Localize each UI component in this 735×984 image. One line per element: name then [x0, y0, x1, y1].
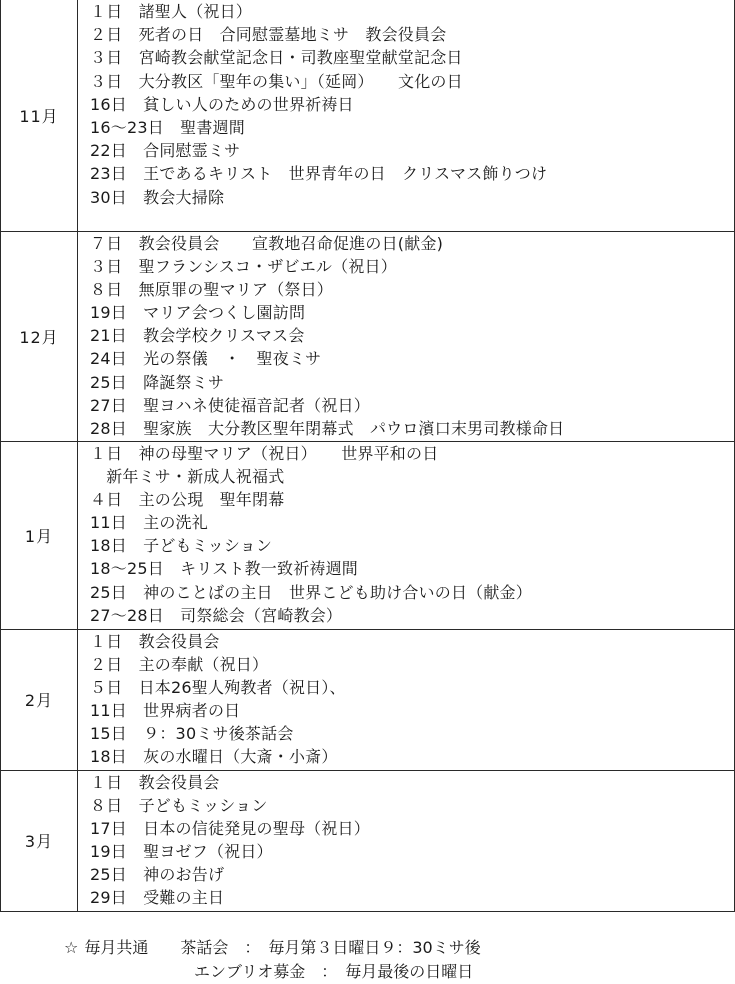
- event-item: ４日 主の公現 聖年閉幕: [90, 489, 285, 509]
- events-cell: [78, 629, 735, 770]
- events-cell: [78, 231, 735, 441]
- month-row-january: [1, 441, 735, 629]
- month-row-november: [1, 0, 735, 231]
- event-item: １日 神の母聖マリア（祝日） 世界平和の日: [90, 443, 439, 463]
- event-item: ８日 無原罪の聖マリア（祭日）: [90, 279, 334, 299]
- event-item: 27日 聖ヨハネ使徒福音記者（祝日）: [90, 395, 370, 415]
- event-item: 25日 神のお告げ: [90, 865, 225, 885]
- event-item: 新年ミサ・新成人祝福式: [90, 466, 285, 486]
- month-row-february: [1, 629, 735, 770]
- month-label: 2月: [1, 629, 78, 770]
- event-item: 11日 主の洗礼: [90, 513, 208, 533]
- event-item: 11日 世界病者の日: [90, 701, 241, 721]
- event-item: 28日 聖家族 大分教区聖年閉幕式 パウロ濱口末男司教様命日: [90, 419, 565, 438]
- event-item: ３日 宮崎教会献堂記念日・司教座聖堂献堂記念日: [90, 48, 463, 68]
- event-item: 18～25日 キリスト教一致祈祷週間: [90, 559, 358, 579]
- event-item: ３日 聖フランシスコ・ザビエル（祝日）: [90, 256, 397, 276]
- footer-line-1: [64, 936, 481, 960]
- event-item: ７日 教会役員会 宣教地召命促進の日(献金): [90, 233, 444, 253]
- event-item: 25日 神のことばの主日 世界こども助け合いの日（献金）: [90, 582, 532, 602]
- event-item: 29日 受難の主日: [90, 888, 225, 908]
- event-item: 23日 王であるキリスト 世界青年の日 クリスマス飾りつけ: [90, 164, 548, 184]
- footer-line-2: エンブリオ募金 ： 毎月最後の日曜日: [194, 962, 474, 981]
- event-item: ３日 大分教区「聖年の集い」（延岡） 文化の日: [90, 71, 463, 91]
- month-label: 3月: [1, 770, 78, 911]
- month-label: 1月: [1, 441, 78, 629]
- events-cell: [78, 441, 735, 629]
- event-item: 30日 教会大掃除: [90, 187, 225, 207]
- event-item: 15日 ９：30ミサ後茶話会: [90, 724, 294, 744]
- event-item: 19日 マリア会つくし園訪問: [90, 303, 306, 323]
- event-item: ２日 死者の日 合同慰霊墓地ミサ 教会役員会: [90, 25, 447, 45]
- event-item: 17日 日本の信徒発見の聖母（祝日）: [90, 818, 370, 838]
- event-item: １日 諸聖人（祝日）: [90, 2, 253, 21]
- events-cell: [78, 770, 735, 911]
- event-item: 18日 灰の水曜日（大斎・小斎）: [90, 747, 338, 767]
- event-item: ２日 主の奉献（祝日）: [90, 654, 269, 674]
- event-item: 19日 聖ヨゼフ（祝日）: [90, 842, 273, 862]
- event-item: 25日 降誕祭ミサ: [90, 372, 225, 392]
- event-item: 21日 教会学校クリスマス会: [90, 326, 305, 346]
- event-item: 16日 貧しい人のための世界祈祷日: [90, 94, 354, 114]
- event-item: 22日 合同慰霊ミサ: [90, 141, 241, 161]
- event-item: ５日 日本26聖人殉教者（祝日）、: [90, 677, 346, 697]
- event-item: １日 教会役員会: [90, 631, 220, 651]
- event-item: ８日 子どもミッション: [90, 795, 268, 815]
- month-row-december: [1, 231, 735, 441]
- footer-text-1: 毎月共通 茶話会 ： 毎月第３日曜日９：30ミサ後: [84, 938, 481, 957]
- monthly-common-note: [64, 936, 481, 984]
- event-item: １日 教会役員会: [90, 772, 220, 792]
- event-item: 24日 光の祭儀 ・ 聖夜ミサ: [90, 349, 322, 369]
- month-label: 12月: [1, 231, 78, 441]
- event-item: 16～23日 聖書週間: [90, 117, 245, 137]
- events-cell: [78, 0, 735, 231]
- event-item: 27～28日 司祭総会（宮崎教会）: [90, 605, 343, 625]
- month-row-march: [1, 770, 735, 911]
- month-label: 11月: [1, 0, 78, 231]
- star-icon: ☆: [64, 938, 79, 957]
- event-item: 18日 子どもミッション: [90, 536, 273, 556]
